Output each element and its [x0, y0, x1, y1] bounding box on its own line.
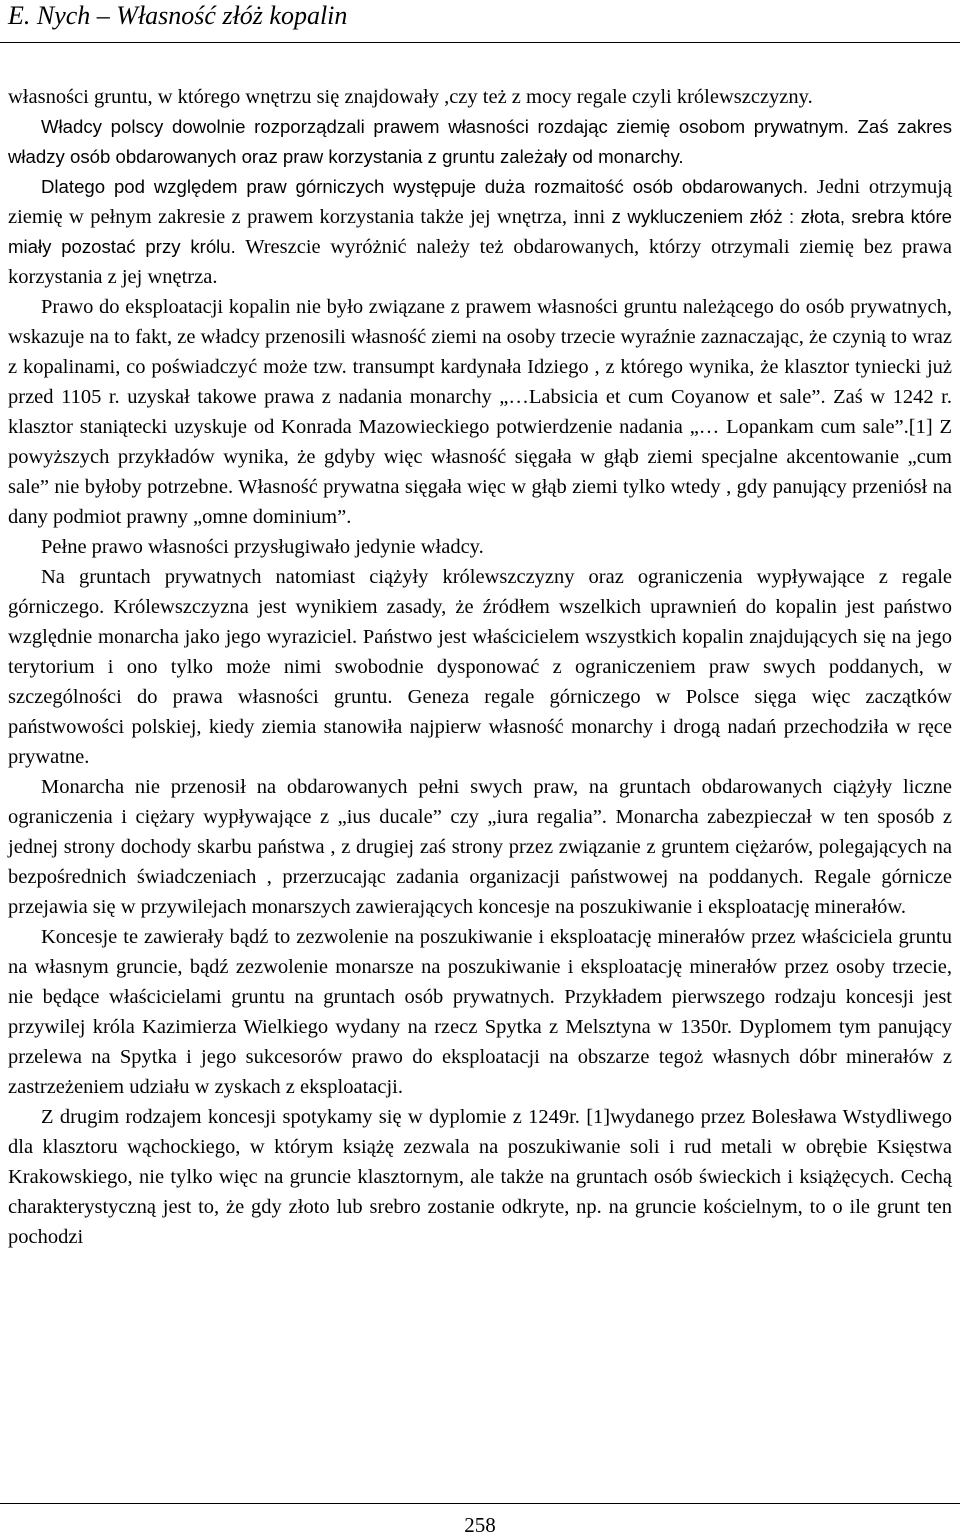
- paragraph: [8, 172, 952, 292]
- running-header: E. Nych – Własność złóż kopalin: [8, 1, 348, 30]
- paragraph-text: Dlatego pod względem praw górniczych występuje duża rozmaitość osób obdarowanych.: [41, 176, 808, 197]
- paragraph-text: Wreszcie wyróżnić należy też obdarowanych, którzy otrzymali ziemię bez prawa korzystania z jej wnętrza.: [8, 236, 953, 288]
- paragraph: [8, 532, 952, 562]
- paragraph-text: Z drugim rodzajem koncesji spotykamy się w dyplomie z 1249r. [1]wydanego przez Bolesława Wstydliwego dla klasztoru wąchockiego, w którym książę zezwala na poszukiwanie soli i rud metali w obrębie Księstwa Krakowskiego, nie tylko więc na gruncie klasztornym, ale także na gruntach osób świeckich i książęcych. Cechą charakterystyczną jest to, że gdy złoto lub srebro zostanie odkryte, np. na gruncie kościelnym, to o ile grunt ten pochodzi: [8, 1106, 952, 1248]
- paragraph-text: Władcy polscy dowolnie rozporządzali prawem własności rozdając ziemię osobom prywatnym. Zaś zakres władzy osób obdarowanych oraz praw korzystania z gruntu zależały od monarchy.: [8, 116, 952, 167]
- paragraph-text: Pełne prawo własności przysługiwało jedynie władcy.: [41, 536, 484, 558]
- paragraph: [8, 292, 952, 532]
- footer-rule: [0, 1503, 960, 1504]
- paragraph: [8, 772, 952, 922]
- page-number: 258: [464, 1513, 496, 1537]
- paragraph-text: z wykluczeniem złóż : złota, srebra które miały pozostać przy królu.: [8, 206, 953, 257]
- paragraph-text: Jedni otrzymują ziemię w pełnym zakresie z prawem korzystania także jej wnętrza, inni: [8, 176, 952, 228]
- body-text: [8, 82, 952, 1252]
- paragraph: [8, 922, 952, 1102]
- paragraph-text: Prawo do eksploatacji kopalin nie było związane z prawem własności gruntu należącego do osób prywatnych, wskazuje na to fakt, ze władcy przenosili własność ziemi na osoby trzecie wyraźnie zaznaczając, że czynią to wraz z kopalinami, co poświadczyć może tzw. transumpt kardynała Idziego , z którego wynika, że klasztor tyniecki już przed 1105 r. uzyskał takowe prawa z nadania monarchy „…Labsicia et cum Coyanow et sale”. Zaś w 1242 r. klasztor staniątecki uzyskuje od Konrada Mazowieckiego potwierdzenie nadania „… Lopankam cum sale”.[1] Z powyższych przykładów wynika, że gdyby więc własność sięgała w głąb ziemi specjalne akcentowanie „cum sale” nie byłoby potrzebne. Własność prywatna sięgała więc w głąb ziemi tylko wtedy , gdy panujący przeniósł na dany podmiot prawny „omne dominium”.: [8, 296, 952, 528]
- paragraph: [8, 1102, 952, 1252]
- paragraph-text: Na gruntach prywatnych natomiast ciążyły królewszczyzny oraz ograniczenia wypływające z regale górniczego. Królewszczyzna jest wynikiem zasady, że źródłem wszelkich uprawnień do kopalin jest państwo względnie monarcha jako jego wyraziciel. Państwo jest właścicielem wszystkich kopalin znajdujących się na jego terytorium i ono tylko może nimi swobodnie dysponować z ograniczeniem praw swych poddanych, w szczególności do prawa własności gruntu. Geneza regale górniczego w Polsce sięga więc zaczątków państwowości polskiej, kiedy ziemia stanowiła najpierw własność monarchy i drogą nadań przechodziła w ręce prywatne.: [8, 566, 952, 768]
- paragraph-text: Monarcha nie przenosił na obdarowanych pełni swych praw, na gruntach obdarowanych ciążyły liczne ograniczenia i ciężary wypływające z „ius ducale” czy „iura regalia”. Monarcha zabezpieczał w ten sposób z jednej strony dochody skarbu państwa , z drugiej zaś strony przez związanie z gruntem ciężarów, polegających na bezpośrednich świadczeniach , przerzucając zadania organizacji państwowej na poddanych. Regale górnicze przejawia się w przywilejach monarszych zawierających koncesje na poszukiwanie i eksploatację minerałów.: [8, 776, 952, 918]
- paragraph: [8, 112, 952, 172]
- paragraph-text: Koncesje te zawierały bądź to zezwolenie na poszukiwanie i eksploatację minerałów przez właściciela gruntu na własnym gruncie, bądź zezwolenie monarsze na poszukiwanie i eksploatację minerałów przez osoby trzecie, nie będące właścicielami gruntu na gruntach osób prywatnych. Przykładem pierwszego rodzaju koncesji jest przywilej króla Kazimierza Wielkiego wydany na rzecz Spytka z Melsztyna w 1350r. Dyplomem tym panujący przelewa na Spytka i jego sukcesorów prawo do eksploatacji na obszarze tegoż własnych dóbr minerałów z zastrzeżeniem udziału w zyskach z eksploatacji.: [8, 926, 952, 1098]
- paragraph-text: własności gruntu, w którego wnętrzu się znajdowały ,czy też z mocy regale czyli królewszczyzny.: [8, 86, 813, 108]
- header-rule: [0, 42, 960, 43]
- paragraph: [8, 562, 952, 772]
- paragraph: [8, 82, 952, 112]
